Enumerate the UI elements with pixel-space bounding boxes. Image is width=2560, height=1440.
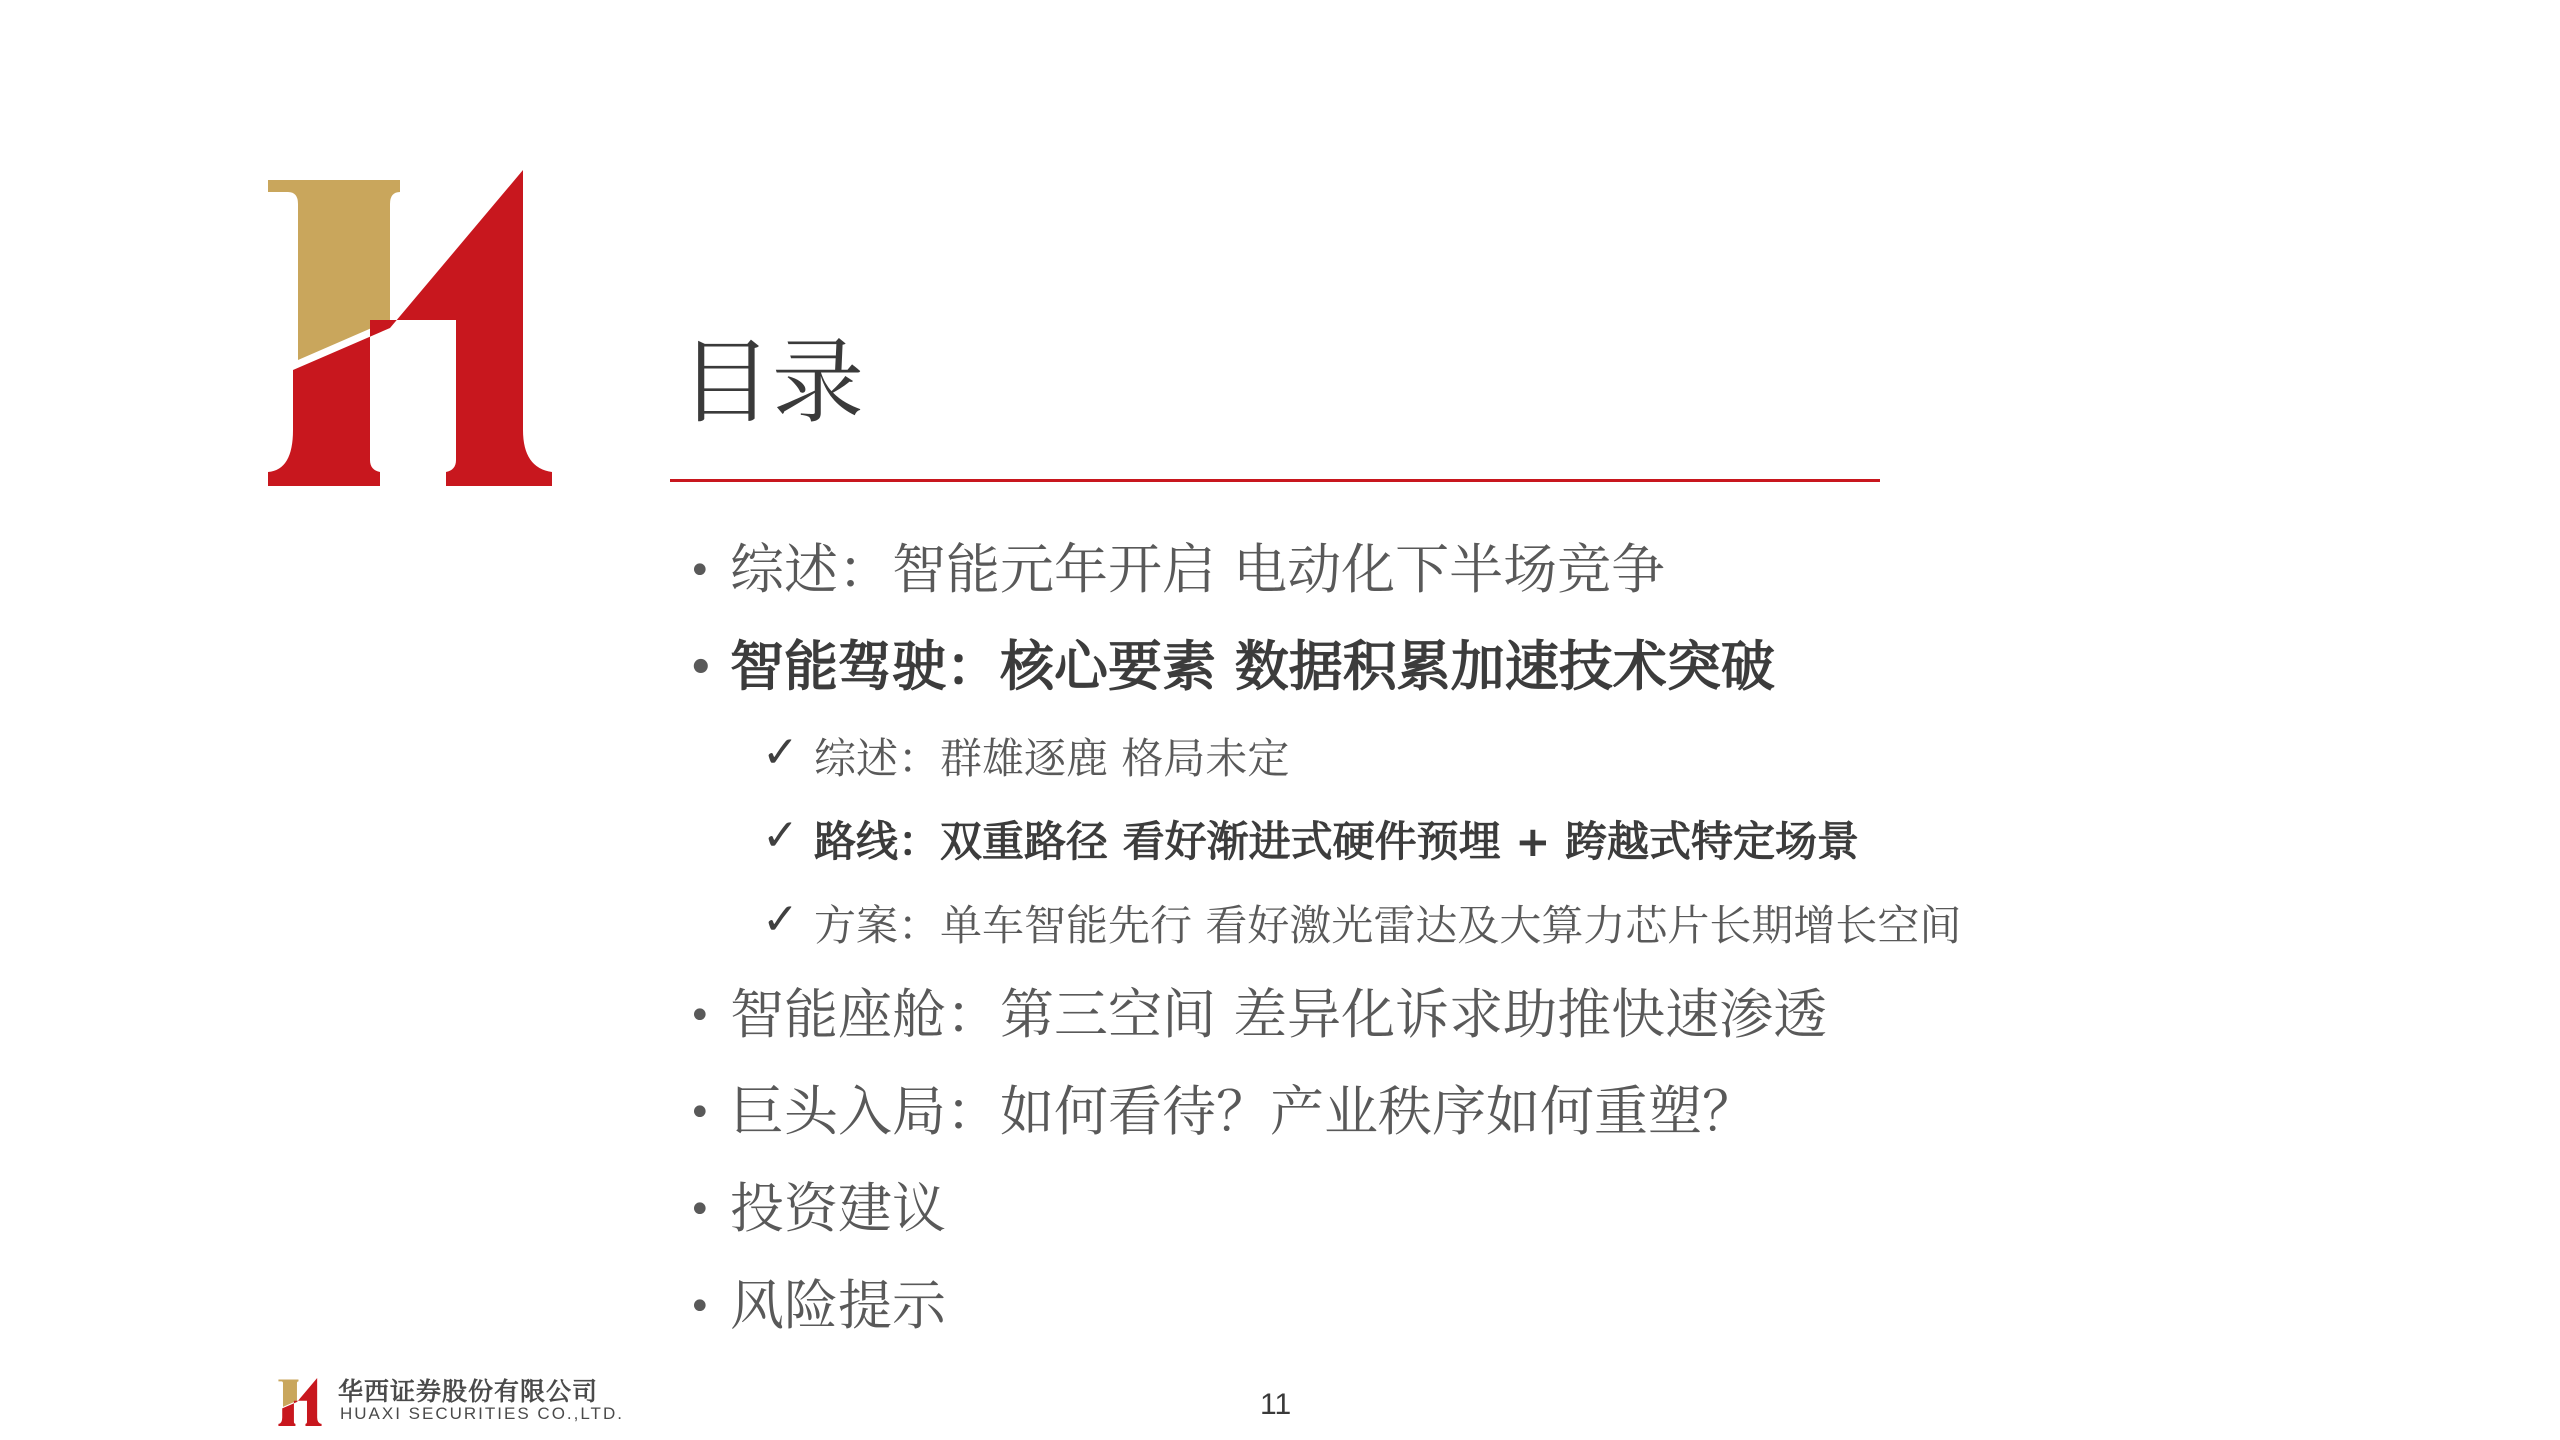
toc-subitem-label: 路线：双重路径 看好渐进式硬件预埋 + 跨越式特定场景	[814, 817, 1860, 866]
toc-item-risk[interactable]	[688, 1271, 946, 1342]
title-divider	[670, 479, 1880, 482]
huaxi-logo-icon	[268, 170, 552, 486]
company-name-en: HUAXI SECURITIES CO.,LTD.	[340, 1404, 624, 1423]
checkmark-icon: ✓	[762, 894, 799, 945]
bullet-dot-icon: •	[688, 1284, 712, 1330]
footer-logo-icon	[278, 1378, 322, 1426]
bullet-dot-icon: •	[688, 1090, 712, 1136]
bullet-dot-icon: •	[688, 645, 714, 691]
bullet-dot-icon: •	[688, 1187, 712, 1233]
page-number: 11	[1260, 1388, 1292, 1421]
page-title: 目录	[680, 329, 865, 436]
toc-subitem-route[interactable]	[762, 808, 1859, 870]
toc-item-label: 智能驾驶：核心要素 数据积累加速技术突破	[730, 635, 1775, 698]
bullet-dot-icon: •	[688, 993, 712, 1039]
toc-item-smart-cockpit[interactable]	[688, 980, 1827, 1051]
checkmark-icon: ✓	[762, 727, 799, 778]
toc-item-investment[interactable]	[688, 1174, 946, 1245]
toc-item-label: 巨头入局：如何看待？产业秩序如何重塑？	[730, 1080, 1756, 1143]
toc-item-overview[interactable]	[688, 535, 1665, 606]
toc-item-label: 综述：智能元年开启 电动化下半场竞争	[730, 538, 1666, 601]
toc-subitem-label: 方案：单车智能先行 看好激光雷达及大算力芯片长期增长空间	[814, 901, 1962, 950]
toc-item-smart-driving[interactable]	[688, 632, 1775, 703]
toc-subitem-label: 综述：群雄逐鹿 格局未定	[814, 734, 1290, 783]
company-name-cn: 华西证券股份有限公司	[338, 1377, 599, 1406]
bullet-dot-icon: •	[688, 548, 712, 594]
toc-subitem-overview[interactable]	[762, 725, 1289, 787]
toc-item-label: 风险提示	[730, 1274, 946, 1337]
toc-item-giants[interactable]	[688, 1077, 1756, 1148]
toc-subitem-solution[interactable]	[762, 892, 1961, 954]
checkmark-icon: ✓	[762, 810, 799, 861]
toc-item-label: 智能座舱：第三空间 差异化诉求助推快速渗透	[730, 983, 1828, 1046]
toc-item-label: 投资建议	[730, 1177, 946, 1240]
